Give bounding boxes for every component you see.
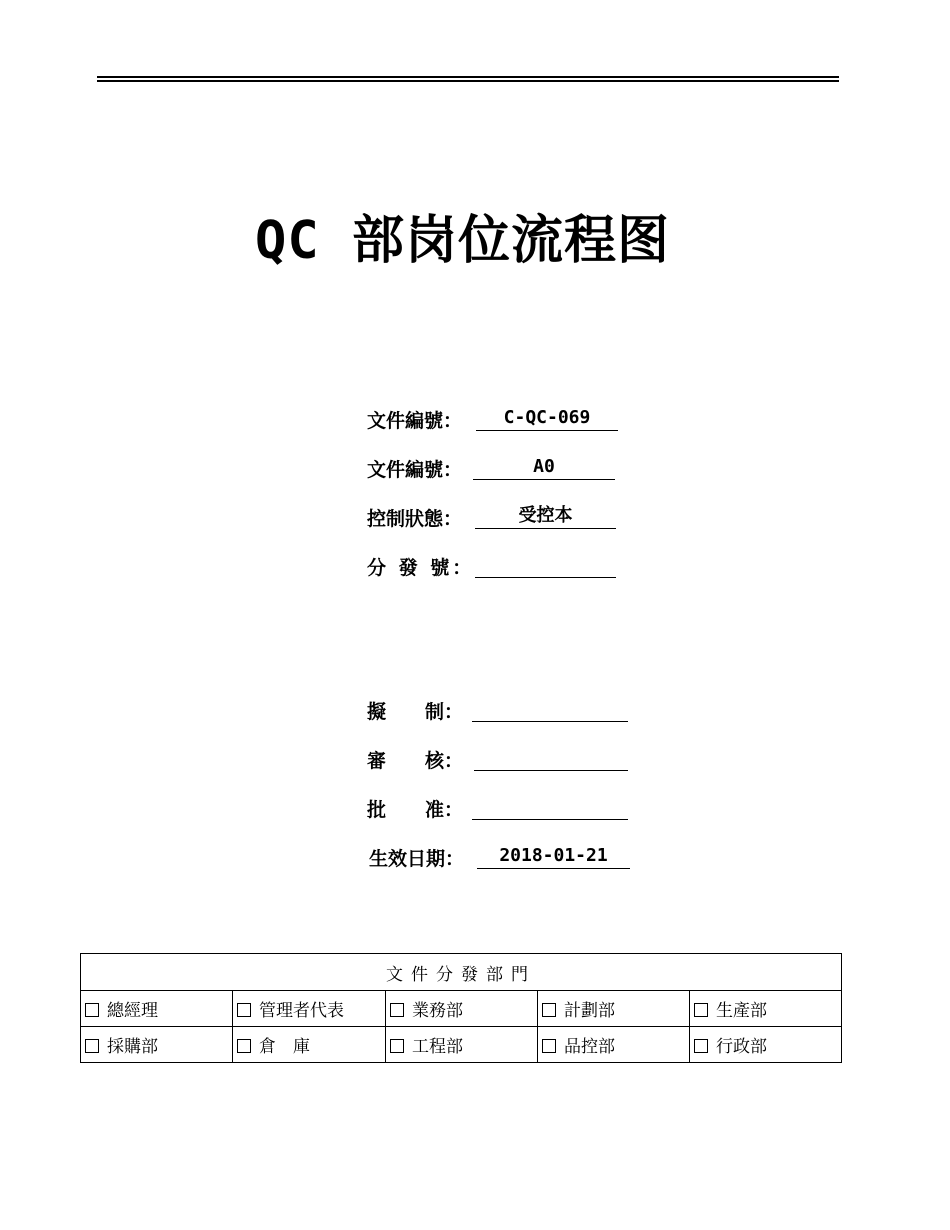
dept-cell[interactable]: 工程部 xyxy=(386,1027,538,1063)
distribution-table-header: 文件分發部門 xyxy=(81,954,842,991)
dept-cell[interactable]: 行政部 xyxy=(690,1027,842,1063)
dept-cell[interactable]: 管理者代表 xyxy=(233,991,386,1027)
doc-number-value: C-QC-069 xyxy=(476,406,618,431)
control-status-value: 受控本 xyxy=(475,504,616,529)
dept-cell[interactable]: 生產部 xyxy=(690,991,842,1027)
doc-number-label: 文件編號： xyxy=(367,410,463,432)
distribution-number-label: 分 發 號： xyxy=(367,557,475,579)
dept-cell[interactable]: 業務部 xyxy=(386,991,538,1027)
checkbox[interactable] xyxy=(85,1039,99,1053)
review-label: 審 核： xyxy=(367,750,463,772)
dept-cell[interactable]: 倉 庫 xyxy=(233,1027,386,1063)
review-value xyxy=(474,746,628,771)
checkbox[interactable] xyxy=(542,1003,556,1017)
approve-label: 批 准： xyxy=(367,799,463,821)
checkbox[interactable] xyxy=(542,1039,556,1053)
draft-value xyxy=(472,697,628,722)
control-status-label: 控制狀態： xyxy=(367,508,463,530)
checkbox[interactable] xyxy=(390,1003,404,1017)
effective-date-value: 2018-01-21 xyxy=(477,844,630,869)
dept-cell[interactable]: 品控部 xyxy=(538,1027,690,1063)
effective-date-label: 生效日期： xyxy=(369,848,465,870)
document-title: QC 部岗位流程图 xyxy=(255,211,670,271)
table-row xyxy=(81,991,842,1027)
distribution-number-value xyxy=(475,553,616,578)
doc-version-value: A0 xyxy=(473,455,615,480)
dept-cell[interactable]: 計劃部 xyxy=(538,991,690,1027)
top-double-rule xyxy=(97,76,839,82)
dept-cell[interactable]: 總經理 xyxy=(81,991,233,1027)
checkbox[interactable] xyxy=(694,1003,708,1017)
approve-value xyxy=(472,795,628,820)
checkbox[interactable] xyxy=(694,1039,708,1053)
checkbox[interactable] xyxy=(237,1003,251,1017)
checkbox[interactable] xyxy=(237,1039,251,1053)
table-row xyxy=(81,1027,842,1063)
distribution-table xyxy=(80,953,842,1063)
draft-label: 擬 制： xyxy=(367,701,463,723)
checkbox[interactable] xyxy=(390,1039,404,1053)
dept-cell[interactable]: 採購部 xyxy=(81,1027,233,1063)
checkbox[interactable] xyxy=(85,1003,99,1017)
doc-version-label: 文件編號： xyxy=(367,459,463,481)
